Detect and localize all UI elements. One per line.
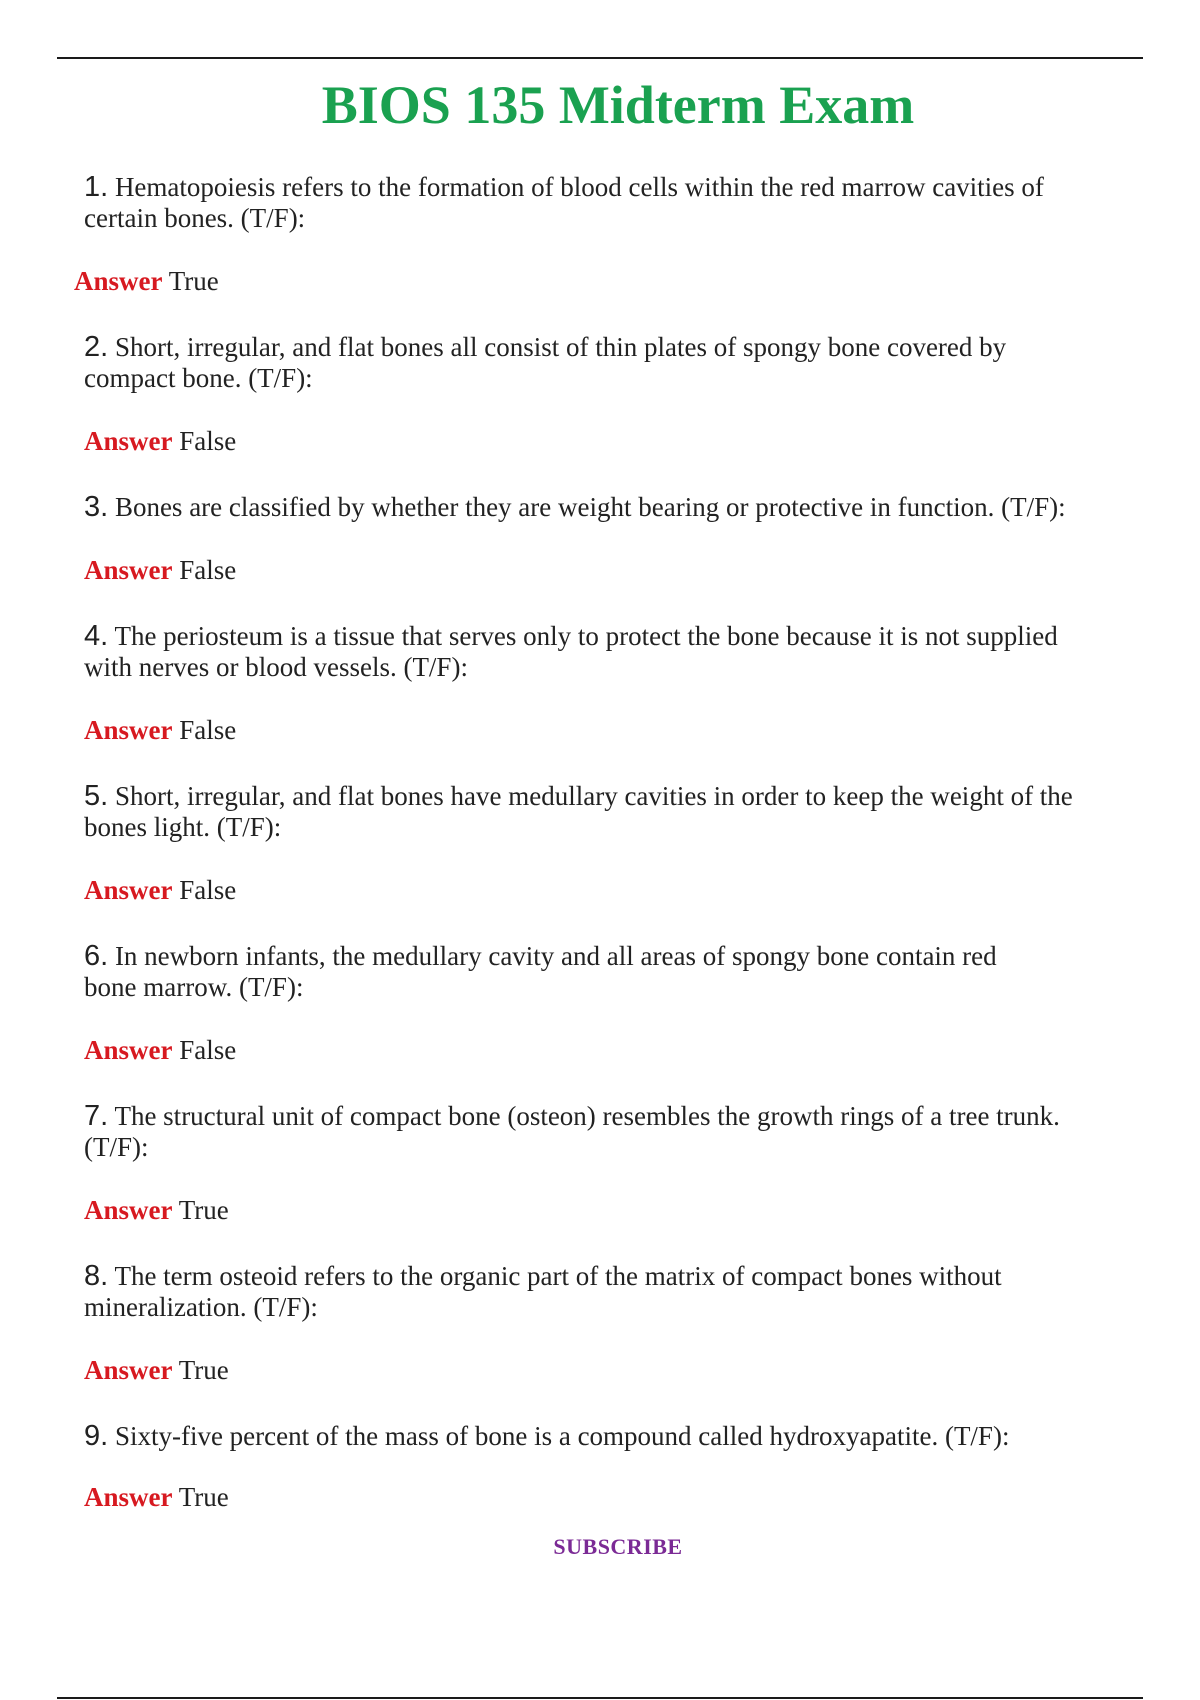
answer-value: False	[179, 1035, 237, 1065]
question-text: Bones are classified by whether they are weight bearing or protective in function. (T/F):	[114, 492, 1066, 522]
answer-7	[84, 1195, 229, 1226]
answer-label: Answer	[84, 1195, 173, 1225]
answer-value: True	[178, 1482, 229, 1512]
question-number: 3.	[84, 491, 109, 523]
answer-label: Answer	[84, 426, 173, 456]
answer-9	[84, 1482, 229, 1513]
answer-label: Answer	[84, 715, 173, 745]
answer-label: Answer	[74, 266, 163, 296]
question-5	[84, 781, 1124, 843]
question-text: Short, irregular, and flat bones all consist of thin plates of spongy bone covered by	[114, 332, 1007, 362]
question-text-cont: bones light. (T/F):	[84, 812, 282, 842]
question-2	[84, 332, 1124, 394]
question-number: 1.	[84, 171, 109, 203]
answer-value: True	[178, 1355, 229, 1385]
question-text-cont: compact bone. (T/F):	[84, 363, 313, 393]
answer-value: True	[178, 1195, 229, 1225]
question-text-cont: bone marrow. (T/F):	[84, 972, 304, 1002]
question-number: 5.	[84, 780, 109, 812]
answer-label: Answer	[84, 1482, 173, 1512]
answer-5	[84, 875, 236, 906]
answer-1	[74, 266, 219, 297]
answer-3	[84, 555, 236, 586]
question-text-cont: with nerves or blood vessels. (T/F):	[84, 652, 468, 682]
question-text: Hematopoiesis refers to the formation of blood cells within the red marrow cavities of	[114, 172, 1044, 202]
top-rule	[57, 57, 1143, 59]
subscribe-link[interactable]: SUBSCRIBE	[553, 1534, 683, 1559]
answer-label: Answer	[84, 1035, 173, 1065]
page-title: BIOS 135 Midterm Exam	[321, 75, 915, 135]
question-text: The structural unit of compact bone (osteon) resembles the growth rings of a tree trunk.	[114, 1101, 1060, 1131]
question-text: In newborn infants, the medullary cavity and all areas of spongy bone contain red	[114, 941, 997, 971]
question-6	[84, 941, 1124, 1003]
answer-value: True	[168, 266, 219, 296]
question-text: The periosteum is a tissue that serves only to protect the bone because it is not supplied	[114, 621, 1058, 651]
question-text-cont: mineralization. (T/F):	[84, 1292, 318, 1322]
question-7	[84, 1101, 1124, 1163]
question-text: The term osteoid refers to the organic part of the matrix of compact bones without	[114, 1261, 1002, 1291]
question-number: 7.	[84, 1100, 109, 1132]
question-3	[84, 492, 1124, 523]
question-1	[84, 172, 1124, 234]
question-9	[84, 1421, 1124, 1452]
question-text: Short, irregular, and flat bones have medullary cavities in order to keep the weight of the	[114, 781, 1073, 811]
question-number: 6.	[84, 940, 109, 972]
answer-value: False	[179, 426, 237, 456]
answer-label: Answer	[84, 875, 173, 905]
question-number: 8.	[84, 1260, 109, 1292]
question-number: 2.	[84, 331, 109, 363]
answer-6	[84, 1035, 236, 1066]
answer-value: False	[179, 875, 237, 905]
question-number: 9.	[84, 1420, 109, 1452]
question-8	[84, 1261, 1124, 1323]
question-text-cont: (T/F):	[84, 1132, 149, 1162]
question-text-cont: certain bones. (T/F):	[84, 203, 306, 233]
answer-value: False	[179, 715, 237, 745]
question-number: 4.	[84, 620, 109, 652]
answer-2	[84, 426, 236, 457]
answer-8	[84, 1355, 229, 1386]
answer-value: False	[179, 555, 237, 585]
question-4	[84, 621, 1124, 683]
answer-4	[84, 715, 236, 746]
bottom-rule	[57, 1697, 1143, 1699]
answer-label: Answer	[84, 555, 173, 585]
question-text: Sixty-five percent of the mass of bone is a compound called hydroxyapatite. (T/F):	[114, 1421, 1010, 1451]
answer-label: Answer	[84, 1355, 173, 1385]
